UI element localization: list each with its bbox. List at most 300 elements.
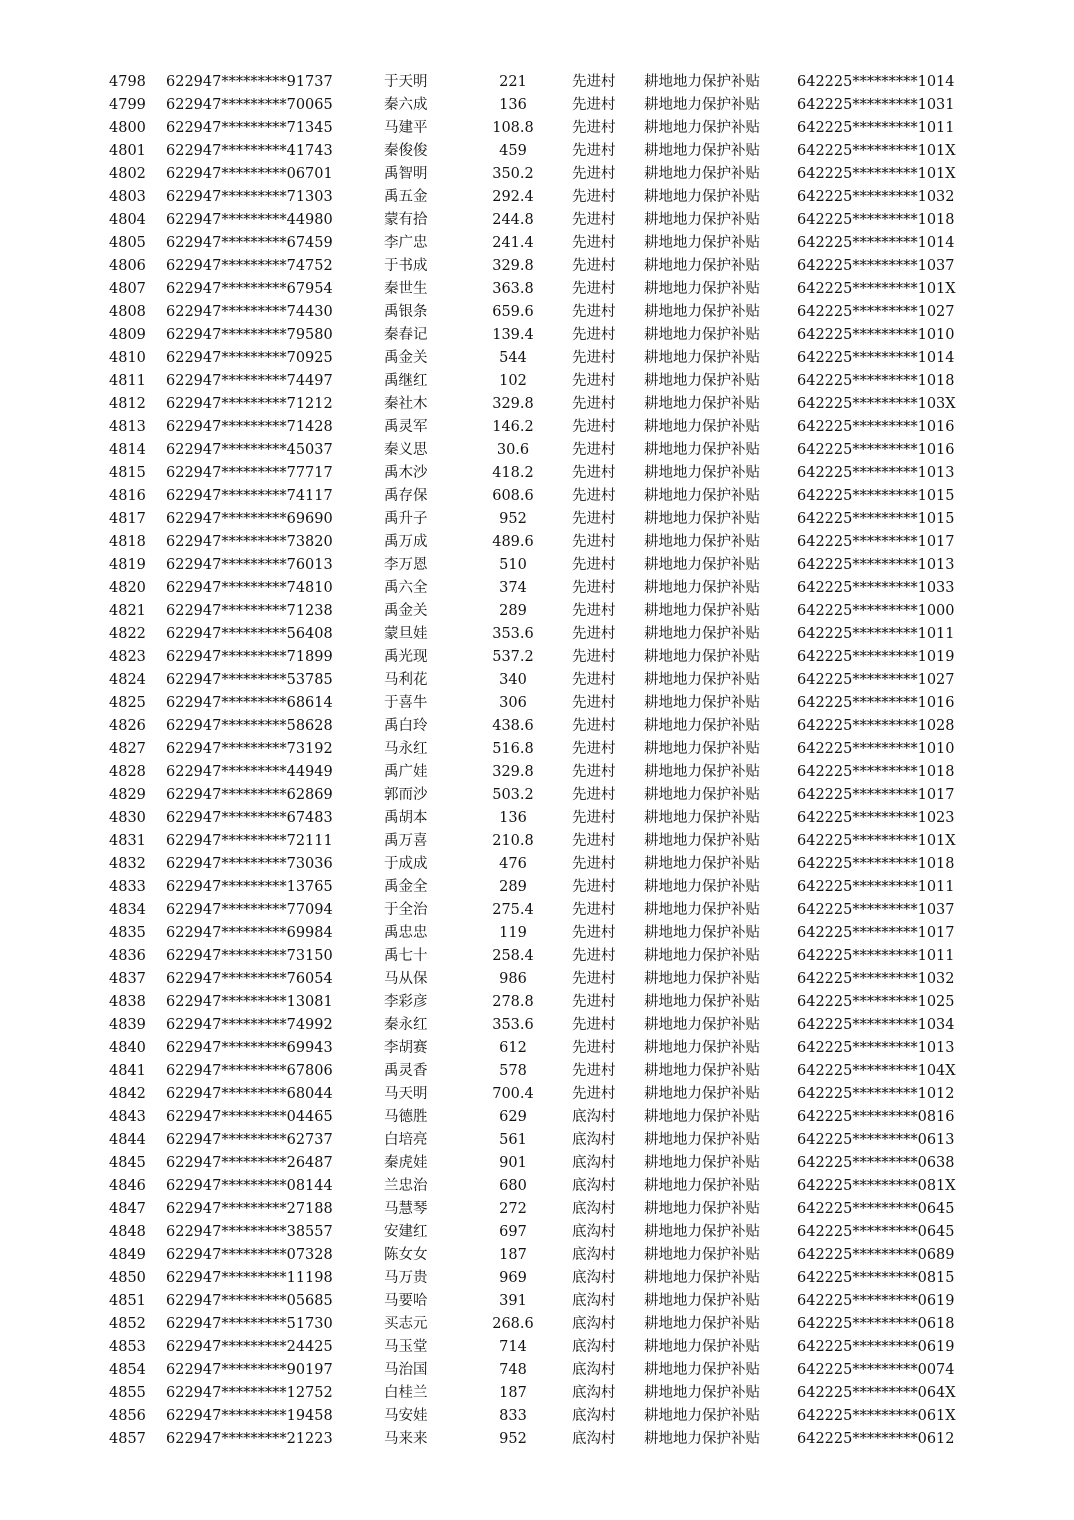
subsidy-amount: 258.4 bbox=[492, 948, 534, 964]
bank-account: 622947*********71428 bbox=[166, 419, 333, 435]
row-number: 4826 bbox=[109, 718, 146, 734]
row-number: 4799 bbox=[109, 97, 146, 113]
village-name: 底沟村 bbox=[572, 1270, 616, 1286]
bank-account: 622947*********74810 bbox=[166, 580, 333, 596]
bank-account: 622947*********04465 bbox=[166, 1109, 333, 1125]
table-row bbox=[0, 899, 1074, 922]
row-number: 4845 bbox=[109, 1155, 146, 1171]
village-name: 先进村 bbox=[572, 810, 616, 826]
subsidy-amount: 119 bbox=[499, 925, 527, 941]
table-row bbox=[0, 255, 1074, 278]
recipient-name: 白桂兰 bbox=[384, 1385, 428, 1401]
table-row bbox=[0, 968, 1074, 991]
bank-account: 622947*********73036 bbox=[166, 856, 333, 872]
recipient-name: 秦六成 bbox=[384, 97, 428, 113]
row-number: 4832 bbox=[109, 856, 146, 872]
subsidy-amount: 136 bbox=[499, 97, 527, 113]
village-name: 先进村 bbox=[572, 649, 616, 665]
recipient-name: 马要哈 bbox=[384, 1293, 428, 1309]
row-number: 4834 bbox=[109, 902, 146, 918]
id-number: 642225*********1032 bbox=[797, 189, 955, 205]
bank-account: 622947*********26487 bbox=[166, 1155, 333, 1171]
id-number: 642225*********101X bbox=[797, 833, 956, 849]
subsidy-amount: 391 bbox=[499, 1293, 527, 1309]
recipient-name: 于书成 bbox=[384, 258, 428, 274]
id-number: 642225*********1018 bbox=[797, 856, 955, 872]
id-number: 642225*********0618 bbox=[797, 1316, 955, 1332]
subsidy-amount: 139.4 bbox=[492, 327, 534, 343]
row-number: 4798 bbox=[109, 74, 146, 90]
subsidy-type: 耕地地力保护补贴 bbox=[644, 557, 760, 573]
village-name: 先进村 bbox=[572, 465, 616, 481]
subsidy-amount: 544 bbox=[499, 350, 527, 366]
id-number: 642225*********0816 bbox=[797, 1109, 955, 1125]
subsidy-type: 耕地地力保护补贴 bbox=[644, 741, 760, 757]
id-number: 642225*********1018 bbox=[797, 373, 955, 389]
subsidy-type: 耕地地力保护补贴 bbox=[644, 258, 760, 274]
village-name: 先进村 bbox=[572, 419, 616, 435]
village-name: 先进村 bbox=[572, 1063, 616, 1079]
id-number: 642225*********1017 bbox=[797, 787, 955, 803]
subsidy-amount: 210.8 bbox=[492, 833, 534, 849]
bank-account: 622947*********71899 bbox=[166, 649, 333, 665]
recipient-name: 禹胡本 bbox=[384, 810, 428, 826]
id-number: 642225*********1019 bbox=[797, 649, 955, 665]
row-number: 4820 bbox=[109, 580, 146, 596]
row-number: 4831 bbox=[109, 833, 146, 849]
village-name: 先进村 bbox=[572, 442, 616, 458]
id-number: 642225*********1014 bbox=[797, 350, 955, 366]
table-row bbox=[0, 1290, 1074, 1313]
id-number: 642225*********1011 bbox=[797, 879, 955, 895]
recipient-name: 禹七十 bbox=[384, 948, 428, 964]
row-number: 4843 bbox=[109, 1109, 146, 1125]
subsidy-amount: 187 bbox=[499, 1385, 527, 1401]
row-number: 4850 bbox=[109, 1270, 146, 1286]
row-number: 4828 bbox=[109, 764, 146, 780]
id-number: 642225*********104X bbox=[797, 1063, 956, 1079]
id-number: 642225*********0612 bbox=[797, 1431, 955, 1447]
subsidy-type: 耕地地力保护补贴 bbox=[644, 419, 760, 435]
village-name: 先进村 bbox=[572, 879, 616, 895]
subsidy-type: 耕地地力保护补贴 bbox=[644, 994, 760, 1010]
table-row bbox=[0, 1336, 1074, 1359]
recipient-name: 马利花 bbox=[384, 672, 428, 688]
bank-account: 622947*********62737 bbox=[166, 1132, 333, 1148]
table-row bbox=[0, 232, 1074, 255]
village-name: 先进村 bbox=[572, 488, 616, 504]
row-number: 4822 bbox=[109, 626, 146, 642]
recipient-name: 于成成 bbox=[384, 856, 428, 872]
recipient-name: 禹灵军 bbox=[384, 419, 428, 435]
row-number: 4835 bbox=[109, 925, 146, 941]
recipient-name: 禹银条 bbox=[384, 304, 428, 320]
subsidy-amount: 459 bbox=[499, 143, 527, 159]
row-number: 4837 bbox=[109, 971, 146, 987]
row-number: 4846 bbox=[109, 1178, 146, 1194]
subsidy-amount: 901 bbox=[499, 1155, 527, 1171]
subsidy-amount: 612 bbox=[499, 1040, 527, 1056]
bank-account: 622947*********08144 bbox=[166, 1178, 333, 1194]
village-name: 底沟村 bbox=[572, 1316, 616, 1332]
subsidy-amount: 700.4 bbox=[492, 1086, 534, 1102]
row-number: 4827 bbox=[109, 741, 146, 757]
id-number: 642225*********0689 bbox=[797, 1247, 955, 1263]
recipient-name: 禹木沙 bbox=[384, 465, 428, 481]
table-row bbox=[0, 278, 1074, 301]
id-number: 642225*********1016 bbox=[797, 419, 955, 435]
recipient-name: 马永红 bbox=[384, 741, 428, 757]
table-row bbox=[0, 692, 1074, 715]
recipient-name: 陈女女 bbox=[384, 1247, 428, 1263]
recipient-name: 禹灵香 bbox=[384, 1063, 428, 1079]
table-row bbox=[0, 646, 1074, 669]
row-number: 4816 bbox=[109, 488, 146, 504]
village-name: 先进村 bbox=[572, 1017, 616, 1033]
recipient-name: 郭而沙 bbox=[384, 787, 428, 803]
recipient-name: 禹金关 bbox=[384, 603, 428, 619]
table-row bbox=[0, 577, 1074, 600]
village-name: 底沟村 bbox=[572, 1385, 616, 1401]
row-number: 4825 bbox=[109, 695, 146, 711]
recipient-name: 李胡赛 bbox=[384, 1040, 428, 1056]
id-number: 642225*********0619 bbox=[797, 1293, 955, 1309]
village-name: 先进村 bbox=[572, 166, 616, 182]
table-row bbox=[0, 71, 1074, 94]
subsidy-amount: 969 bbox=[499, 1270, 527, 1286]
id-number: 642225*********1013 bbox=[797, 465, 955, 481]
row-number: 4833 bbox=[109, 879, 146, 895]
table-row bbox=[0, 186, 1074, 209]
subsidy-type: 耕地地力保护补贴 bbox=[644, 603, 760, 619]
bank-account: 622947*********71238 bbox=[166, 603, 333, 619]
table-row bbox=[0, 1129, 1074, 1152]
id-number: 642225*********1037 bbox=[797, 258, 955, 274]
subsidy-type: 耕地地力保护补贴 bbox=[644, 488, 760, 504]
table-row bbox=[0, 853, 1074, 876]
recipient-name: 秦春记 bbox=[384, 327, 428, 343]
id-number: 642225*********101X bbox=[797, 166, 956, 182]
table-row bbox=[0, 922, 1074, 945]
bank-account: 622947*********05685 bbox=[166, 1293, 333, 1309]
bank-account: 622947*********71303 bbox=[166, 189, 333, 205]
bank-account: 622947*********07328 bbox=[166, 1247, 333, 1263]
subsidy-amount: 714 bbox=[499, 1339, 527, 1355]
bank-account: 622947*********91737 bbox=[166, 74, 333, 90]
row-number: 4808 bbox=[109, 304, 146, 320]
village-name: 底沟村 bbox=[572, 1247, 616, 1263]
row-number: 4823 bbox=[109, 649, 146, 665]
recipient-name: 禹白玲 bbox=[384, 718, 428, 734]
table-row bbox=[0, 761, 1074, 784]
table-row bbox=[0, 370, 1074, 393]
bank-account: 622947*********74752 bbox=[166, 258, 333, 274]
bank-account: 622947*********74117 bbox=[166, 488, 333, 504]
bank-account: 622947*********53785 bbox=[166, 672, 333, 688]
row-number: 4821 bbox=[109, 603, 146, 619]
village-name: 先进村 bbox=[572, 557, 616, 573]
row-number: 4838 bbox=[109, 994, 146, 1010]
row-number: 4848 bbox=[109, 1224, 146, 1240]
recipient-name: 马天明 bbox=[384, 1086, 428, 1102]
subsidy-type: 耕地地力保护补贴 bbox=[644, 74, 760, 90]
bank-account: 622947*********76013 bbox=[166, 557, 333, 573]
table-row bbox=[0, 623, 1074, 646]
table-row bbox=[0, 485, 1074, 508]
id-number: 642225*********1018 bbox=[797, 212, 955, 228]
subsidy-amount: 503.2 bbox=[492, 787, 534, 803]
id-number: 642225*********1033 bbox=[797, 580, 955, 596]
row-number: 4841 bbox=[109, 1063, 146, 1079]
subsidy-type: 耕地地力保护补贴 bbox=[644, 787, 760, 803]
subsidy-amount: 329.8 bbox=[492, 764, 534, 780]
bank-account: 622947*********71212 bbox=[166, 396, 333, 412]
id-number: 642225*********0645 bbox=[797, 1201, 955, 1217]
recipient-name: 于喜牛 bbox=[384, 695, 428, 711]
bank-account: 622947*********56408 bbox=[166, 626, 333, 642]
village-name: 先进村 bbox=[572, 143, 616, 159]
id-number: 642225*********1016 bbox=[797, 695, 955, 711]
village-name: 先进村 bbox=[572, 833, 616, 849]
subsidy-amount: 833 bbox=[499, 1408, 527, 1424]
recipient-name: 禹金全 bbox=[384, 879, 428, 895]
table-row bbox=[0, 1428, 1074, 1451]
subsidy-type: 耕地地力保护补贴 bbox=[644, 1155, 760, 1171]
subsidy-amount: 363.8 bbox=[492, 281, 534, 297]
village-name: 先进村 bbox=[572, 695, 616, 711]
subsidy-amount: 659.6 bbox=[492, 304, 534, 320]
table-row bbox=[0, 1405, 1074, 1428]
subsidy-type: 耕地地力保护补贴 bbox=[644, 649, 760, 665]
bank-account: 622947*********67954 bbox=[166, 281, 333, 297]
village-name: 底沟村 bbox=[572, 1201, 616, 1217]
row-number: 4801 bbox=[109, 143, 146, 159]
recipient-name: 禹万成 bbox=[384, 534, 428, 550]
subsidy-amount: 241.4 bbox=[492, 235, 534, 251]
table-row bbox=[0, 1198, 1074, 1221]
subsidy-type: 耕地地力保护补贴 bbox=[644, 511, 760, 527]
table-row bbox=[0, 393, 1074, 416]
subsidy-type: 耕地地力保护补贴 bbox=[644, 235, 760, 251]
subsidy-type: 耕地地力保护补贴 bbox=[644, 879, 760, 895]
recipient-name: 白培亮 bbox=[384, 1132, 428, 1148]
village-name: 底沟村 bbox=[572, 1224, 616, 1240]
id-number: 642225*********1027 bbox=[797, 304, 955, 320]
subsidy-amount: 952 bbox=[499, 1431, 527, 1447]
row-number: 4814 bbox=[109, 442, 146, 458]
subsidy-type: 耕地地力保护补贴 bbox=[644, 396, 760, 412]
subsidy-amount: 680 bbox=[499, 1178, 527, 1194]
id-number: 642225*********1017 bbox=[797, 534, 955, 550]
subsidy-amount: 292.4 bbox=[492, 189, 534, 205]
id-number: 642225*********1010 bbox=[797, 327, 955, 343]
row-number: 4849 bbox=[109, 1247, 146, 1263]
village-name: 先进村 bbox=[572, 764, 616, 780]
bank-account: 622947*********74430 bbox=[166, 304, 333, 320]
id-number: 642225*********1013 bbox=[797, 1040, 955, 1056]
bank-account: 622947*********70065 bbox=[166, 97, 333, 113]
table-row bbox=[0, 1359, 1074, 1382]
bank-account: 622947*********11198 bbox=[166, 1270, 333, 1286]
village-name: 先进村 bbox=[572, 856, 616, 872]
subsidy-type: 耕地地力保护补贴 bbox=[644, 695, 760, 711]
bank-account: 622947*********19458 bbox=[166, 1408, 333, 1424]
subsidy-amount: 952 bbox=[499, 511, 527, 527]
subsidy-amount: 418.2 bbox=[492, 465, 534, 481]
village-name: 先进村 bbox=[572, 1040, 616, 1056]
subsidy-type: 耕地地力保护补贴 bbox=[644, 1247, 760, 1263]
village-name: 先进村 bbox=[572, 603, 616, 619]
village-name: 先进村 bbox=[572, 373, 616, 389]
recipient-name: 李广忠 bbox=[384, 235, 428, 251]
row-number: 4805 bbox=[109, 235, 146, 251]
bank-account: 622947*********74992 bbox=[166, 1017, 333, 1033]
bank-account: 622947*********21223 bbox=[166, 1431, 333, 1447]
subsidy-amount: 561 bbox=[499, 1132, 527, 1148]
recipient-name: 马从保 bbox=[384, 971, 428, 987]
row-number: 4829 bbox=[109, 787, 146, 803]
recipient-name: 马治国 bbox=[384, 1362, 428, 1378]
id-number: 642225*********1027 bbox=[797, 672, 955, 688]
village-name: 先进村 bbox=[572, 994, 616, 1010]
subsidy-type: 耕地地力保护补贴 bbox=[644, 212, 760, 228]
row-number: 4840 bbox=[109, 1040, 146, 1056]
subsidy-amount: 350.2 bbox=[492, 166, 534, 182]
id-number: 642225*********101X bbox=[797, 281, 956, 297]
subsidy-amount: 30.6 bbox=[496, 442, 530, 458]
village-name: 先进村 bbox=[572, 304, 616, 320]
recipient-name: 禹金关 bbox=[384, 350, 428, 366]
row-number: 4810 bbox=[109, 350, 146, 366]
recipient-name: 于全治 bbox=[384, 902, 428, 918]
row-number: 4852 bbox=[109, 1316, 146, 1332]
recipient-name: 马玉堂 bbox=[384, 1339, 428, 1355]
id-number: 642225*********1034 bbox=[797, 1017, 955, 1033]
table-row bbox=[0, 1313, 1074, 1336]
subsidy-type: 耕地地力保护补贴 bbox=[644, 1040, 760, 1056]
village-name: 底沟村 bbox=[572, 1178, 616, 1194]
table-row bbox=[0, 600, 1074, 623]
id-number: 642225*********081X bbox=[797, 1178, 956, 1194]
id-number: 642225*********1000 bbox=[797, 603, 955, 619]
subsidy-type: 耕地地力保护补贴 bbox=[644, 189, 760, 205]
subsidy-type: 耕地地力保护补贴 bbox=[644, 120, 760, 136]
table-row bbox=[0, 1060, 1074, 1083]
id-number: 642225*********1014 bbox=[797, 74, 955, 90]
recipient-name: 蒙有拾 bbox=[384, 212, 428, 228]
table-row bbox=[0, 301, 1074, 324]
subsidy-amount: 136 bbox=[499, 810, 527, 826]
subsidy-amount: 187 bbox=[499, 1247, 527, 1263]
subsidy-type: 耕地地力保护补贴 bbox=[644, 304, 760, 320]
table-row bbox=[0, 1382, 1074, 1405]
subsidy-table bbox=[0, 71, 1074, 1451]
recipient-name: 禹六全 bbox=[384, 580, 428, 596]
bank-account: 622947*********67806 bbox=[166, 1063, 333, 1079]
row-number: 4806 bbox=[109, 258, 146, 274]
id-number: 642225*********0645 bbox=[797, 1224, 955, 1240]
subsidy-type: 耕地地力保护补贴 bbox=[644, 672, 760, 688]
id-number: 642225*********1014 bbox=[797, 235, 955, 251]
subsidy-type: 耕地地力保护补贴 bbox=[644, 971, 760, 987]
id-number: 642225*********0613 bbox=[797, 1132, 955, 1148]
bank-account: 622947*********38557 bbox=[166, 1224, 333, 1240]
village-name: 先进村 bbox=[572, 235, 616, 251]
bank-account: 622947*********13081 bbox=[166, 994, 333, 1010]
village-name: 先进村 bbox=[572, 948, 616, 964]
subsidy-type: 耕地地力保护补贴 bbox=[644, 1109, 760, 1125]
id-number: 642225*********1016 bbox=[797, 442, 955, 458]
subsidy-amount: 340 bbox=[499, 672, 527, 688]
table-row bbox=[0, 1221, 1074, 1244]
row-number: 4844 bbox=[109, 1132, 146, 1148]
table-row bbox=[0, 1152, 1074, 1175]
id-number: 642225*********103X bbox=[797, 396, 956, 412]
subsidy-type: 耕地地力保护补贴 bbox=[644, 1178, 760, 1194]
row-number: 4800 bbox=[109, 120, 146, 136]
village-name: 底沟村 bbox=[572, 1408, 616, 1424]
village-name: 先进村 bbox=[572, 396, 616, 412]
recipient-name: 马德胜 bbox=[384, 1109, 428, 1125]
subsidy-type: 耕地地力保护补贴 bbox=[644, 373, 760, 389]
table-row bbox=[0, 94, 1074, 117]
bank-account: 622947*********71345 bbox=[166, 120, 333, 136]
recipient-name: 马来来 bbox=[384, 1431, 428, 1447]
recipient-name: 蒙旦娃 bbox=[384, 626, 428, 642]
subsidy-amount: 146.2 bbox=[492, 419, 534, 435]
bank-account: 622947*********67459 bbox=[166, 235, 333, 251]
table-row bbox=[0, 163, 1074, 186]
recipient-name: 秦世生 bbox=[384, 281, 428, 297]
recipient-name: 禹继红 bbox=[384, 373, 428, 389]
recipient-name: 马安娃 bbox=[384, 1408, 428, 1424]
bank-account: 622947*********24425 bbox=[166, 1339, 333, 1355]
subsidy-type: 耕地地力保护补贴 bbox=[644, 1132, 760, 1148]
table-row bbox=[0, 140, 1074, 163]
village-name: 先进村 bbox=[572, 511, 616, 527]
bank-account: 622947*********68614 bbox=[166, 695, 333, 711]
subsidy-amount: 329.8 bbox=[492, 396, 534, 412]
recipient-name: 秦义思 bbox=[384, 442, 428, 458]
recipient-name: 于天明 bbox=[384, 74, 428, 90]
table-row bbox=[0, 439, 1074, 462]
id-number: 642225*********1031 bbox=[797, 97, 955, 113]
village-name: 先进村 bbox=[572, 718, 616, 734]
recipient-name: 马万贵 bbox=[384, 1270, 428, 1286]
recipient-name: 禹存保 bbox=[384, 488, 428, 504]
subsidy-type: 耕地地力保护补贴 bbox=[644, 1316, 760, 1332]
recipient-name: 马建平 bbox=[384, 120, 428, 136]
table-row bbox=[0, 1267, 1074, 1290]
village-name: 先进村 bbox=[572, 925, 616, 941]
id-number: 642225*********1028 bbox=[797, 718, 955, 734]
bank-account: 622947*********74497 bbox=[166, 373, 333, 389]
subsidy-amount: 353.6 bbox=[492, 1017, 534, 1033]
table-row bbox=[0, 876, 1074, 899]
bank-account: 622947*********69984 bbox=[166, 925, 333, 941]
id-number: 642225*********1013 bbox=[797, 557, 955, 573]
table-row bbox=[0, 531, 1074, 554]
subsidy-type: 耕地地力保护补贴 bbox=[644, 1362, 760, 1378]
recipient-name: 禹广娃 bbox=[384, 764, 428, 780]
row-number: 4812 bbox=[109, 396, 146, 412]
subsidy-amount: 516.8 bbox=[492, 741, 534, 757]
table-row bbox=[0, 830, 1074, 853]
id-number: 642225*********0619 bbox=[797, 1339, 955, 1355]
table-row bbox=[0, 1037, 1074, 1060]
row-number: 4847 bbox=[109, 1201, 146, 1217]
bank-account: 622947*********70925 bbox=[166, 350, 333, 366]
